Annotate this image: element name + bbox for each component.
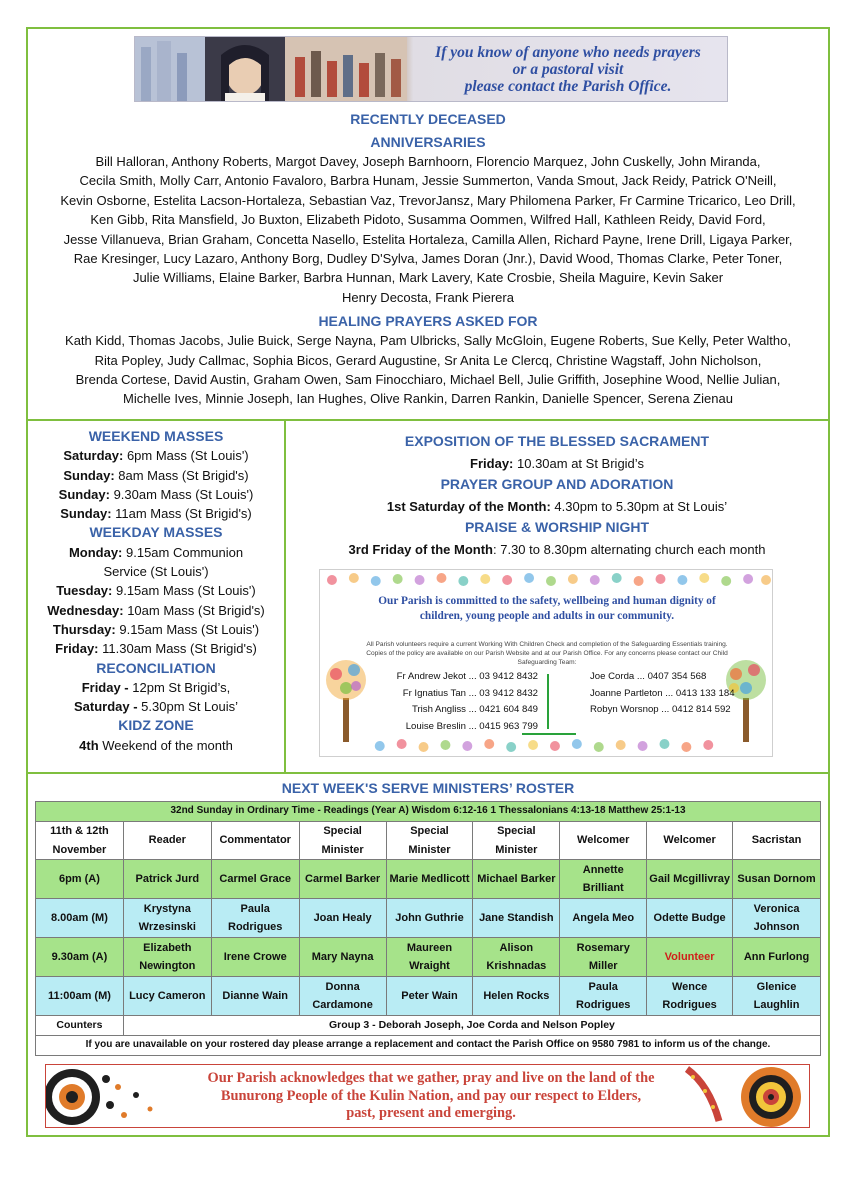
praise-worship-heading: PRAISE & WORSHIP NIGHT — [464, 519, 650, 535]
mass-item: Saturday: 6pm Mass (St Louis') — [63, 448, 249, 464]
counters-row — [36, 1016, 821, 1036]
mass-item: Monday: 9.15am Communion — [68, 544, 244, 560]
healing-heading: HEALING PRAYERS ASKED FOR — [318, 313, 538, 330]
name-line: Michelle Ives, Minnie Joseph, Ian Hughes, Olive Rankin, Darren Rankin, Danielle Spencer, Serena Zienau — [123, 391, 733, 407]
safeguarding-note — [350, 640, 744, 667]
handprints-border-icon — [320, 738, 772, 754]
roster-cell: Veronica Johnson — [733, 899, 821, 938]
roster-cell: Paula Rodrigues — [211, 899, 299, 938]
header-cell: Reader — [123, 822, 211, 860]
mass-item: Sunday: 11am Mass (St Brigid's) — [60, 506, 252, 522]
name-line: Rita Popley, Judy Callmac, Sophia Bicos, Gerard Augustine, Sr Anita Le Clercq, Christine Wagstaff, John Nicholson, — [94, 352, 762, 368]
roster-cell: Marie Medlicott — [386, 860, 473, 899]
mass-item: Wednesday: 10am Mass (St Brigid's) — [47, 602, 265, 618]
handprints-border-icon — [320, 572, 772, 588]
roster-header-row — [36, 822, 821, 860]
safeguarding-contacts-left — [378, 669, 538, 735]
reconciliation-item: Saturday - 5.30pm St Louis’ — [73, 699, 239, 715]
prayers-section — [28, 107, 828, 409]
exposition-item: Friday: 10.30am at St Brigid’s — [470, 455, 644, 471]
kidz-zone-item: 4th Weekend of the month — [79, 737, 233, 753]
roster-cell: 9.30am (A) — [36, 938, 124, 977]
header-cell: Welcomer — [647, 822, 733, 860]
safeguarding-contacts-right — [590, 669, 746, 719]
contacts-underline — [522, 733, 576, 735]
roster-cell: Annette Brilliant — [560, 860, 647, 899]
roster-cell: Helen Rocks — [473, 977, 560, 1016]
note-line: All Parish volunteers require a current Working With Children Check and completion of the Safeguarding Essentials training. — [366, 641, 728, 648]
roster-cell: Carmel Grace — [211, 860, 299, 899]
roster-cell: Donna Cardamone — [299, 977, 386, 1016]
mass-item: Thursday: 9.15am Mass (St Louis') — [52, 621, 260, 637]
header-cell: Welcomer — [560, 822, 647, 860]
header-cell: Special Minister — [473, 822, 560, 860]
mass-times-column — [28, 427, 284, 755]
prayer-group-heading: PRAYER GROUP AND ADORATION — [440, 476, 674, 492]
contact-item: Trish Angliss ... 0421 604 849 — [411, 704, 538, 715]
name-line: Ken Gibb, Rita Mansfield, Jo Buxton, Elizabeth Pidoto, Susamma Oommen, Wilfred Hall, Kathleen Reidy, David Ford, — [90, 212, 766, 228]
name-line: Rae Kresinger, Lucy Lazaro, Anthony Borg, Dudley D'Sylva, James Doran (Jnr.), David Wood, Thomas Clarke, Peter Toner, — [73, 251, 783, 267]
deceased-names — [28, 152, 828, 307]
roster-cell: John Guthrie — [386, 899, 473, 938]
ack-line: Our Parish acknowledges that we gather, pray and live on the land of the — [207, 1070, 655, 1086]
contact-item: Fr Ignatius Tan ... 03 9412 8432 — [402, 687, 538, 699]
acknowledgement-of-country — [45, 1064, 810, 1128]
name-line: Brenda Cortese, David Austin, Graham Owen, Sam Finocchiaro, Michael Bell, Julie Griffith, Josephine Wood, Nellie Julian, — [75, 372, 781, 388]
banner-message — [407, 44, 728, 95]
mass-item: Sunday: 9.30am Mass (St Louis') — [58, 486, 254, 502]
bulletin-page — [26, 27, 830, 1137]
table-row — [36, 860, 821, 899]
header-cell: Special Minister — [386, 822, 473, 860]
banner-line: or a pastoral visit — [512, 61, 624, 78]
roster-cell: Mary Nayna — [299, 938, 386, 977]
roster-cell: Rosemary Miller — [560, 938, 647, 977]
mass-item: Sunday: 8am Mass (St Brigid's) — [63, 467, 249, 483]
recently-deceased-heading: RECENTLY DECEASED — [350, 111, 506, 127]
roster-cell: Dianne Wain — [211, 977, 299, 1016]
saint-painting-image — [135, 37, 407, 102]
roster-cell: Elizabeth Newington — [123, 938, 211, 977]
reconciliation-item: Friday - 12pm St Brigid’s, — [81, 679, 231, 695]
header-cell: Special Minister — [299, 822, 386, 860]
roster-cell: 11:00am (M) — [36, 977, 124, 1016]
roster-cell: Susan Dornom — [733, 860, 821, 899]
weekend-masses-heading: WEEKEND MASSES — [88, 428, 224, 444]
readings-cell: 32nd Sunday in Ordinary Time - Readings (Year A) Wisdom 6:12-16 1 Thessalonians 4:13-18 Matthew 25:1-13 — [36, 802, 821, 822]
roster-cell: Angela Meo — [560, 899, 647, 938]
mass-item: Service (St Louis') — [103, 564, 209, 580]
counters-value: Group 3 - Deborah Joseph, Joe Corda and Nelson Popley — [123, 1016, 820, 1036]
contact-item: Robyn Worsnop ... 0412 814 592 — [590, 704, 731, 715]
roster-cell: Patrick Jurd — [123, 860, 211, 899]
roster-cell: Wence Rodrigues — [647, 977, 733, 1016]
ack-line: Bunurong People of the Kulin Nation, and pay our respect to Elders, — [220, 1087, 642, 1104]
name-line: Cecila Smith, Molly Carr, Antonio Favaloro, Barbra Hunam, Jessie Summerton, Vanda Smout, Jack Reidy, Patrick O'Neill, — [79, 173, 777, 189]
acknowledgement-text — [186, 1070, 676, 1123]
banner-line: If you know of anyone who needs prayers — [435, 44, 701, 61]
roster-cell: Joan Healy — [299, 899, 386, 938]
roster-cell: 8.00am (M) — [36, 899, 124, 938]
name-line: Jesse Villanueva, Brian Graham, Concetta Nasello, Estelita Hortaleza, Camilla Allen, Richard Payne, Irene Drill, Ligaya Parker, — [63, 231, 793, 247]
healing-names — [28, 331, 828, 409]
roster-cell: Ann Furlong — [733, 938, 821, 977]
safeguarding-title: Our Parish is committed to the safety, wellbeing and human dignity of children, young people and adults in our community. — [378, 595, 716, 622]
header-cell: Sacristan — [733, 822, 821, 860]
note-line: Copies of the policy are available on our Parish Website and at our Parish Office. For any concerns please contact our Child Safeguarding Team: — [366, 650, 728, 666]
volunteer-needed-cell: Volunteer — [647, 938, 733, 977]
header-cell: Commentator — [211, 822, 299, 860]
prayer-group-item: 1st Saturday of the Month: 4.30pm to 5.30pm at St Louis’ — [386, 498, 728, 514]
name-line: Henry Decosta, Frank Pierera — [342, 289, 514, 305]
table-row — [36, 938, 821, 977]
roster-cell: Jane Standish — [473, 899, 560, 938]
roster-cell: Gail Mcgillivray — [647, 860, 733, 899]
header-cell: 11th & 12th November — [36, 822, 124, 860]
aboriginal-art-left-icon — [46, 1065, 176, 1128]
readings-row — [36, 802, 821, 822]
table-row — [36, 899, 821, 938]
roster-cell: 6pm (A) — [36, 860, 124, 899]
notice-row — [36, 1036, 821, 1056]
reconciliation-heading: RECONCILIATION — [96, 659, 216, 676]
roster-cell: Lucy Cameron — [123, 977, 211, 1016]
contact-item: Joe Corda ... 0407 354 568 — [590, 671, 707, 682]
section-divider — [28, 419, 828, 421]
roster-cell: Krystyna Wrzesinski — [123, 899, 211, 938]
roster-cell: Glenice Laughlin — [733, 977, 821, 1016]
roster-cell: Alison Krishnadas — [473, 938, 560, 977]
ack-line: past, present and emerging. — [346, 1105, 516, 1121]
roster-title: NEXT WEEK'S SERVE MINISTERS’ ROSTER — [281, 780, 575, 796]
praise-worship-item: 3rd Friday of the Month: 7.30 to 8.30pm alternating church each month — [348, 541, 766, 557]
contact-item: Joanne Partleton ... 0413 133 184 — [590, 687, 735, 699]
name-line: Kath Kidd, Thomas Jacobs, Julie Buick, Serge Nayna, Pam Ulbricks, Sally McGloin, Eugene Roberts, Sue Kelly, Peter Waltho, — [65, 333, 791, 349]
mass-item: Friday: 11.30am Mass (St Brigid's) — [55, 641, 257, 657]
roster-cell: Carmel Barker — [299, 860, 386, 899]
name-line: Bill Halloran, Anthony Roberts, Margot Davey, Joseph Barnhoorn, Florencio Marquez, John Cuskelly, John Miranda, — [95, 154, 761, 169]
ministers-roster-table — [35, 801, 821, 1056]
mass-item: Tuesday: 9.15am Mass (St Louis') — [56, 583, 256, 599]
safeguarding-card — [319, 569, 773, 757]
roster-cell: Odette Budge — [647, 899, 733, 938]
roster-cell: Maureen Wraight — [386, 938, 473, 977]
aboriginal-art-right-icon — [679, 1065, 809, 1128]
name-line: Julie Williams, Elaine Barker, Barbra Hunnan, Mark Lavery, Kate Crosbie, Sheila Maguire, Kevin Saker — [132, 270, 724, 286]
name-line: Kevin Osborne, Estelita Lacson-Hortaleza, Sebastian Vaz, TrevorJansz, Mary Philomena Parker, Fr Carmine Tricarico, Leo Drill, — [60, 192, 796, 208]
roster-cell: Paula Rodrigues — [560, 977, 647, 1016]
banner-line: please contact the Parish Office. — [464, 78, 672, 95]
devotions-column — [286, 431, 828, 732]
contact-item: Louise Breslin ... 0415 963 799 — [405, 720, 538, 732]
kidz-zone-heading: KIDZ ZONE — [118, 717, 194, 734]
contacts-divider — [547, 674, 549, 729]
counters-label: Counters — [36, 1016, 124, 1036]
exposition-heading: EXPOSITION OF THE BLESSED SACRAMENT — [404, 433, 710, 449]
roster-cell: Michael Barker — [473, 860, 560, 899]
section-divider — [28, 772, 828, 774]
pastoral-visit-banner — [134, 36, 728, 102]
roster-cell: Peter Wain — [386, 977, 473, 1016]
weekday-masses-heading: WEEKDAY MASSES — [89, 524, 223, 541]
contact-item: Fr Andrew Jekot ... 03 9412 8432 — [396, 671, 538, 682]
roster-cell: Irene Crowe — [211, 938, 299, 977]
anniversaries-heading: ANNIVERSARIES — [370, 134, 486, 150]
roster-notice: If you are unavailable on your rostered day please arrange a replacement and contact the Parish Office on 9580 7981 to inform us of the change. — [36, 1036, 821, 1056]
table-row — [36, 977, 821, 1016]
